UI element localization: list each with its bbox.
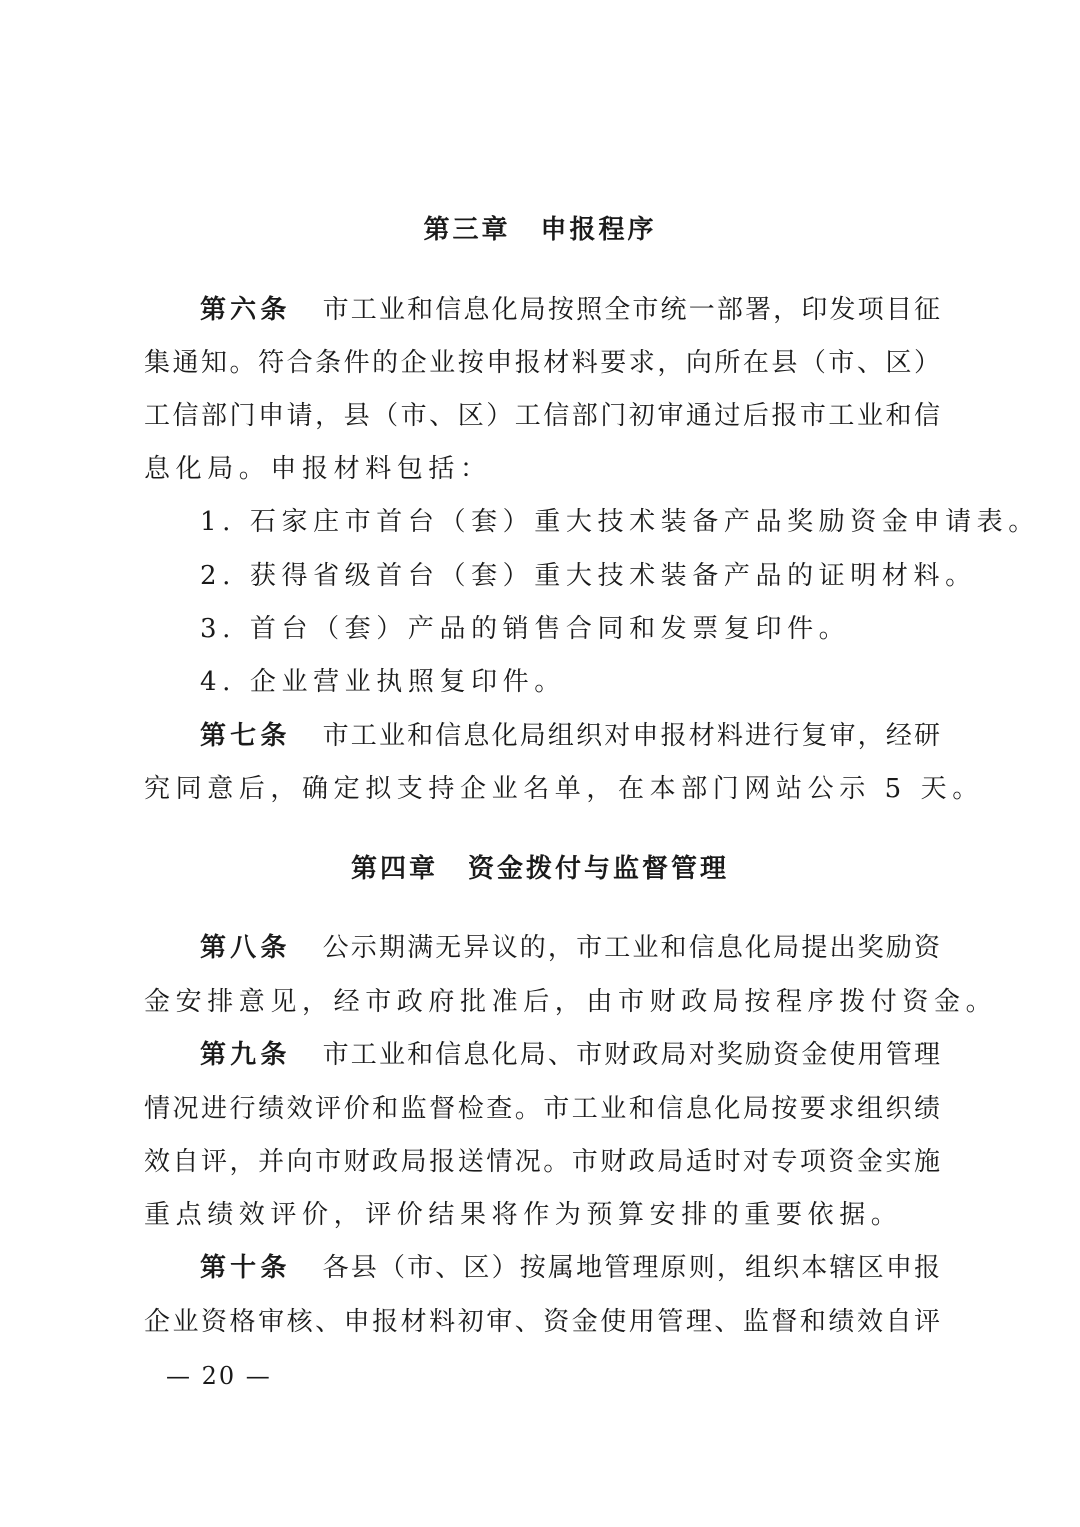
- article-10-line-1: [0, 1242, 1080, 1294]
- article-6-line-4: 息化局。申报材料包括：: [144, 454, 492, 484]
- page-number: — 20 —: [166, 1362, 272, 1390]
- chapter-3-heading: [0, 204, 1080, 256]
- article-9-line-1: [0, 1029, 1080, 1081]
- article-6-text-1: 市工业和信息化局按照全市统一部署，印发项目征: [320, 295, 940, 325]
- chapter-4-number: 第四章: [350, 854, 438, 884]
- article-10-line-2: 企业资格审核、申报材料初审、资金使用管理、监督和绩效自评: [144, 1307, 940, 1337]
- article-8-line-2: 金安排意见，经市政府批准后，由市财政局按程序拨付资金。: [144, 987, 998, 1017]
- article-10-text-1: 各县（市、区）按属地管理原则，组织本辖区申报: [320, 1253, 940, 1283]
- article-8-line-1: [0, 922, 1080, 974]
- article-9-line-4: 重点绩效评价，评价结果将作为预算安排的重要依据。: [144, 1200, 903, 1230]
- article-6-title: 第六条: [200, 295, 291, 325]
- material-item-2: 2. 获得省级首台（套）重大技术装备产品的证明材料。: [200, 561, 977, 591]
- chapter-4-heading: [0, 843, 1080, 895]
- article-9-text-1: 市工业和信息化局、市财政局对奖励资金使用管理: [320, 1040, 940, 1070]
- chapter-4-title: 资金拨付与监督管理: [468, 854, 730, 884]
- material-item-4: 4. 企业营业执照复印件。: [200, 667, 566, 697]
- article-9-line-2: 情况进行绩效评价和监督检查。市工业和信息化局按要求组织绩: [144, 1094, 940, 1124]
- chapter-3-number: 第三章: [423, 215, 511, 245]
- article-6-line-2: 集通知。符合条件的企业按申报材料要求，向所在县（市、区）: [144, 348, 940, 378]
- article-6-line-3: 工信部门申请，县（市、区）工信部门初审通过后报市工业和信: [144, 401, 940, 431]
- article-7-text-1: 市工业和信息化局组织对申报材料进行复审，经研: [320, 721, 940, 751]
- article-9-line-3: 效自评，并向市财政局报送情况。市财政局适时对专项资金实施: [144, 1147, 940, 1177]
- article-9-title: 第九条: [200, 1040, 291, 1070]
- article-10-title: 第十条: [200, 1253, 291, 1283]
- material-item-1: 1. 石家庄市首台（套）重大技术装备产品奖励资金申请表。: [200, 507, 1040, 537]
- article-7-line-1: [0, 710, 1080, 762]
- article-6-line-1: [0, 284, 1080, 336]
- article-7-line-2: 究同意后，确定拟支持企业名单，在本部门网站公示 5 天。: [144, 774, 984, 804]
- article-8-title: 第八条: [200, 933, 291, 963]
- article-8-text-1: 公示期满无异议的，市工业和信息化局提出奖励资: [320, 933, 940, 963]
- material-item-3: 3. 首台（套）产品的销售合同和发票复印件。: [200, 614, 851, 644]
- article-7-title: 第七条: [200, 721, 291, 751]
- chapter-3-title: 申报程序: [540, 215, 657, 245]
